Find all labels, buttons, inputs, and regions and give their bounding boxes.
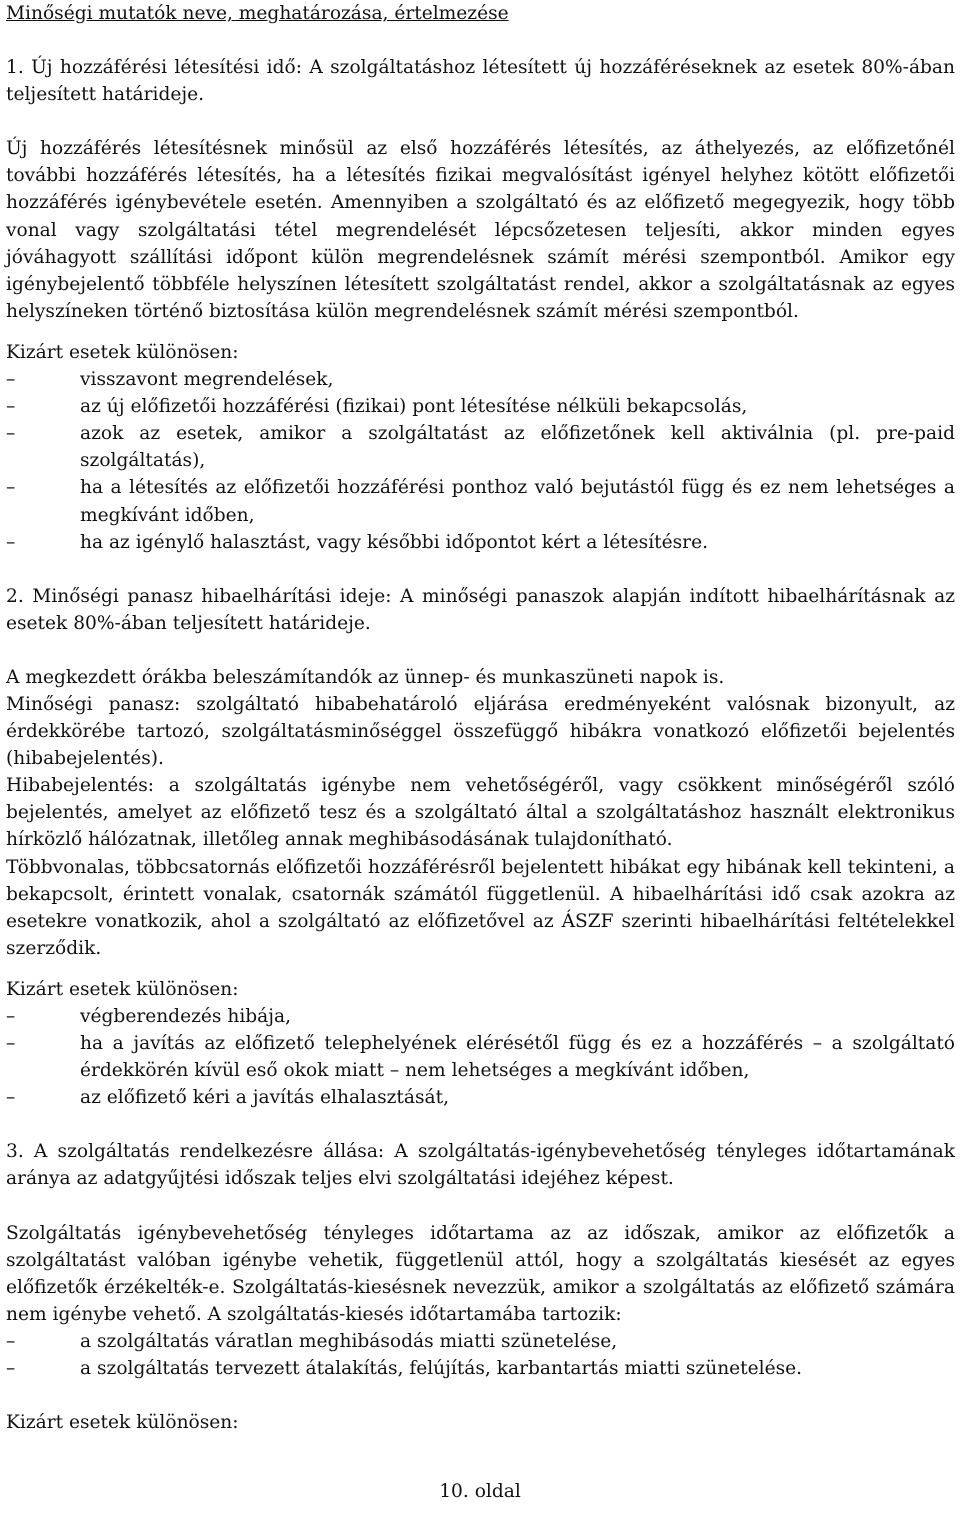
list-item: – visszavont megrendelések, bbox=[6, 366, 955, 393]
dash-bullet: – bbox=[6, 1358, 16, 1380]
list-item: – az új előfizetői hozzáférési (fizikai) pont létesítése nélküli bekapcsolás, bbox=[6, 393, 955, 420]
section-2-fault-report: Hibabejelentés: a szolgáltatás igénybe nem vehetőségéről, vagy csökkent minőségéről szóló bejelentés, amelyet az előfizető tesz és a szolgáltató által a szolgáltatáshoz használt elektronikus hírközlő hálózatnak, illetőleg annak meghibásodásának tulajdonítható. bbox=[6, 775, 955, 851]
dash-bullet: – bbox=[6, 1006, 16, 1027]
dash-bullet: – bbox=[6, 423, 16, 445]
section-2-heading: 2. Minőségi panasz hibaelhárítási ideje: A minőségi panaszok alapján indított hibaelhárításnak az esetek 80%-ában teljesített határideje. bbox=[6, 585, 955, 634]
section-1-excluded-list bbox=[6, 366, 955, 556]
section-2-excluded-label: Kizárt esetek különösen: bbox=[6, 978, 239, 1000]
section-2-multiline: Többvonalas, többcsatornás előfizetői hozzáférésről bejelentett hibákat egy hibának kell tekinteni, a bekapcsolt, érintett vonalak, csatornák számától függetlenül. A hibaelhárítási idő csak azokra az esetekre vonatkozik, ahol a szolgáltató az előfizetővel az ÁSZF szerinti hibaelhárítási feltételekkel szerződik. bbox=[6, 856, 955, 959]
dash-bullet: – bbox=[6, 396, 16, 418]
section-3-heading: 3. A szolgáltatás rendelkezésre állása: A szolgáltatás-igénybevehetőség tényleges időtartamának aránya az adatgyűjtési időszak teljes elvi szolgáltatási idejéhez képest. bbox=[6, 1141, 955, 1190]
list-item: – ha a létesítés az előfizetői hozzáférési ponthoz való bejutástól függ és ez nem lehetséges a megkívánt időben, bbox=[6, 474, 955, 528]
list-item: – a szolgáltatás tervezett átalakítás, felújítás, karbantartás miatti szünetelése. bbox=[6, 1355, 955, 1382]
section-2-complaint: Minőségi panasz: szolgáltató hibabehatároló eljárása eredményeként valósnak bizonyult, az érdekkörébe tartozó, szolgáltatásminőséggel összefüggő hibákra vonatkozó előfizetői bejelentés (hibabejelentés). bbox=[6, 693, 955, 770]
dash-bullet: – bbox=[6, 1330, 16, 1352]
section-1-heading: 1. Új hozzáférési létesítési idő: A szolgáltatáshoz létesített új hozzáféréseknek az esetek 80%-ában teljesített határideje. bbox=[6, 57, 955, 106]
section-1-body: Új hozzáférés létesítésnek minősül az első hozzáférés létesítés, az áthelyezés, az előfizetőnél további hozzáférés létesítés, ha a létesítés fizikai megvalósítást igényel helyhez kötött előfizetői hozzáférés igénybevétele esetén. Amennyiben a szolgáltató és az előfizető megegyezik, hogy több vonal vagy szolgáltatási tétel megrendelését lépcsőzetesen teljesíti, akkor minden egyes jóváhagyott szállítási időpont külön megrendelésnek számít mérési szempontból. Amikor egy igénybejelentő többféle helyszínen létesített szolgáltatást rendel, akkor a szolgáltatásnak az egyes helyszíneken történő biztosítása külön megrendelésnek számít mérési szempontból. bbox=[6, 138, 955, 322]
section-2-excluded-list bbox=[6, 1003, 955, 1111]
dash-bullet: – bbox=[6, 531, 16, 553]
list-item: – azok az esetek, amikor a szolgáltatást az előfizetőnek kell aktiválnia (pl. pre-paid szolgáltatás), bbox=[6, 420, 955, 474]
dash-bullet: – bbox=[6, 477, 16, 499]
section-3-excluded-label: Kizárt esetek különösen: bbox=[6, 1412, 239, 1434]
section-3-list bbox=[6, 1328, 955, 1382]
page-title: Minőségi mutatók neve, meghatározása, értelmezése bbox=[6, 3, 509, 24]
section-1-excluded-label: Kizárt esetek különösen: bbox=[6, 341, 239, 363]
list-item: – ha az igénylő halasztást, vagy későbbi időpontot kért a létesítésre. bbox=[6, 529, 955, 556]
list-item: – az előfizető kéri a javítás elhalasztását, bbox=[6, 1084, 955, 1111]
section-2-hours: A megkezdett órákba beleszámítandók az ünnep- és munkaszüneti napok is. bbox=[6, 666, 725, 688]
list-item: – végberendezés hibája, bbox=[6, 1003, 955, 1030]
list-item: – ha a javítás az előfizető telephelyének elérésétől függ és ez a hozzáférés – a szolgáltató érdekkörén kívül eső okok miatt – nem lehetséges a megkívánt időben, bbox=[6, 1030, 955, 1084]
page-number: 10. oldal bbox=[439, 1481, 521, 1502]
dash-bullet: – bbox=[6, 1033, 16, 1055]
dash-bullet: – bbox=[6, 369, 16, 391]
section-3-body: Szolgáltatás igénybevehetőség tényleges időtartama az az időszak, amikor az előfizetők a szolgáltatást valóban igénybe vehetik, függetlenül attól, hogy a szolgáltatás kiesését az egyes előfizetők érzékelték-e. Szolgáltatás-kiesésnek nevezzük, amikor a szolgáltatás az előfizető számára nem igénybe vehető. A szolgáltatás-kiesés időtartamába tartozik: bbox=[6, 1222, 955, 1325]
dash-bullet: – bbox=[6, 1087, 16, 1109]
list-item: – a szolgáltatás váratlan meghibásodás miatti szünetelése, bbox=[6, 1328, 955, 1355]
